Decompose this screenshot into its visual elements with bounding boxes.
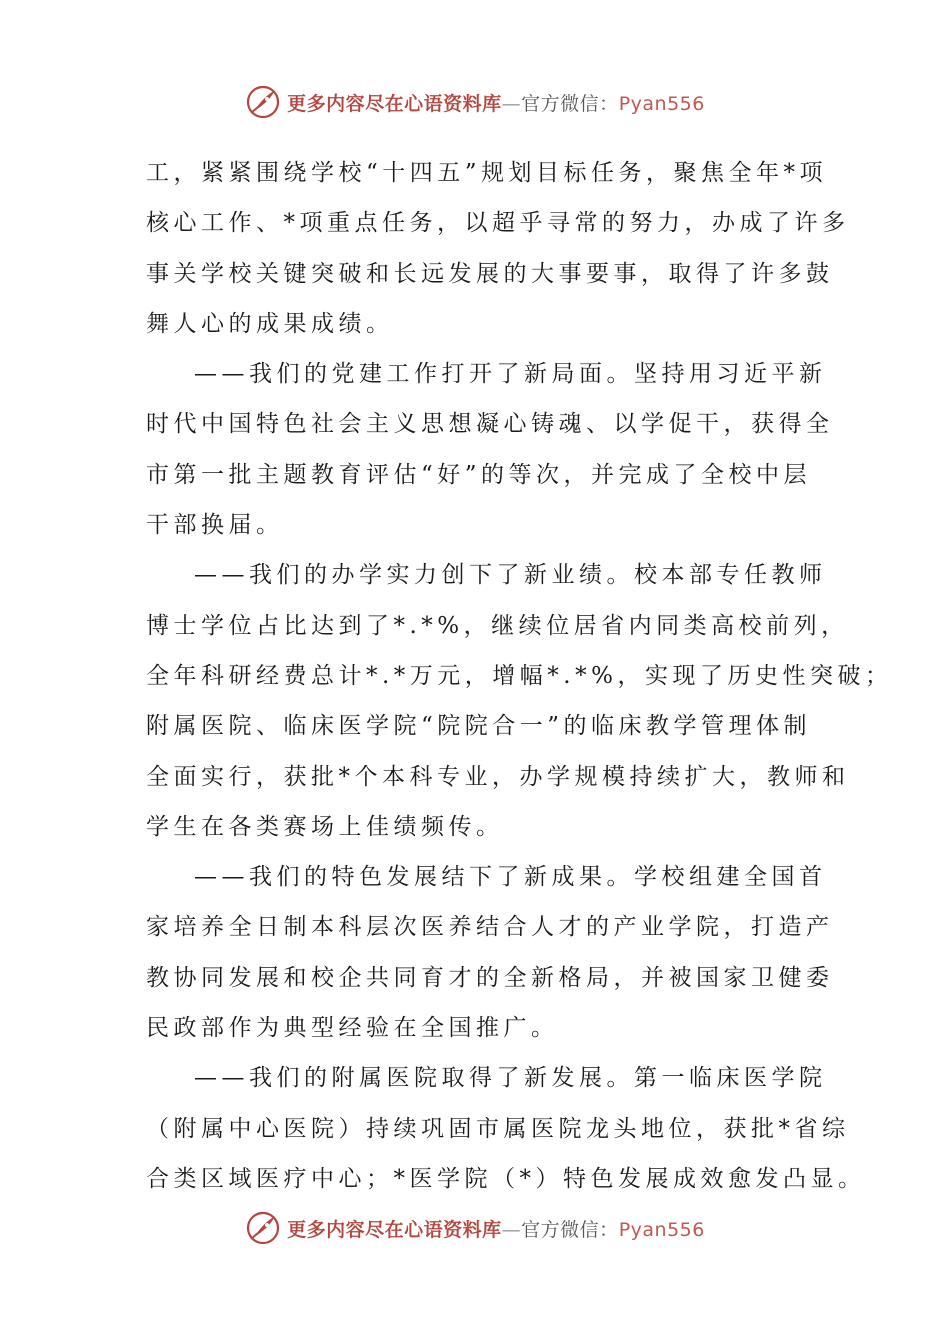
body-line: 市第一批主题教育评估“好”的等次，并完成了全校中层 (146, 461, 812, 488)
quill-logo-icon (245, 1210, 281, 1246)
footer-separator: — (501, 1218, 522, 1241)
footer-banner (0, 1206, 950, 1250)
paragraph-start-line: ——我们的特色发展结下了新成果。学校组建全国首 (194, 864, 827, 891)
header-banner (0, 80, 950, 124)
body-line: 学生在各类赛场上佳绩频传。 (146, 813, 504, 840)
footer-wechat-id: Pyan556 (618, 1218, 705, 1241)
paragraph-start-line: ——我们的办学实力创下了新业绩。校本部专任教师 (194, 562, 827, 589)
header-wechat-label: 官方微信： (521, 92, 619, 115)
body-line: 全面实行，获批*个本科专业，办学规模持续扩大，教师和 (146, 763, 850, 790)
body-line: 工，紧紧围绕学校“十四五”规划目标任务，聚焦全年*项 (146, 160, 828, 186)
footer-wechat-label: 官方微信： (521, 1218, 619, 1241)
body-line: 事关学校关键突破和长远发展的大事要事，取得了许多鼓 (146, 260, 834, 287)
quill-logo-icon (245, 84, 281, 120)
header-brand: 更多内容尽在心语资料库 (287, 92, 502, 115)
header-separator: — (501, 92, 522, 115)
body-line: 核心工作、*项重点任务，以超乎寻常的努力，办成了许多 (146, 210, 850, 237)
body-line: 舞人心的成果成绩。 (146, 310, 394, 337)
header-banner-text (287, 89, 705, 116)
body-line: （附属中心医院）持续巩固市属医院龙头地位，获批*省综 (146, 1115, 850, 1142)
footer-banner-text (287, 1215, 705, 1242)
footer-brand: 更多内容尽在心语资料库 (287, 1218, 502, 1241)
document-body (146, 148, 893, 1204)
body-line: 合类区域医疗中心；*医学院（*）特色发展成效愈发凸显。 (146, 1165, 866, 1192)
paragraph-start-line: ——我们的附属医院取得了新发展。第一临床医学院 (194, 1065, 827, 1092)
body-line: 时代中国特色社会主义思想凝心铸魂、以学促干，获得全 (146, 411, 834, 438)
body-line: 附属医院、临床医学院“院院合一”的临床教学管理体制 (146, 713, 812, 740)
body-line: 教协同发展和校企共同育才的全新格局，并被国家卫健委 (146, 964, 834, 991)
body-line: 全年科研经费总计*.*万元，增幅*.*%，实现了历史性突破； (146, 662, 893, 689)
body-line: 干部换届。 (146, 512, 284, 539)
paragraph-start-line: ——我们的党建工作打开了新局面。坚持用习近平新 (194, 361, 827, 388)
header-wechat-id: Pyan556 (618, 92, 705, 115)
body-line: 博士学位占比达到了*.*%，继续位居省内同类高校前列， (146, 612, 849, 639)
body-line: 家培养全日制本科层次医养结合人才的产业学院，打造产 (146, 914, 834, 941)
body-line: 民政部作为典型经验在全国推广。 (146, 1015, 559, 1042)
